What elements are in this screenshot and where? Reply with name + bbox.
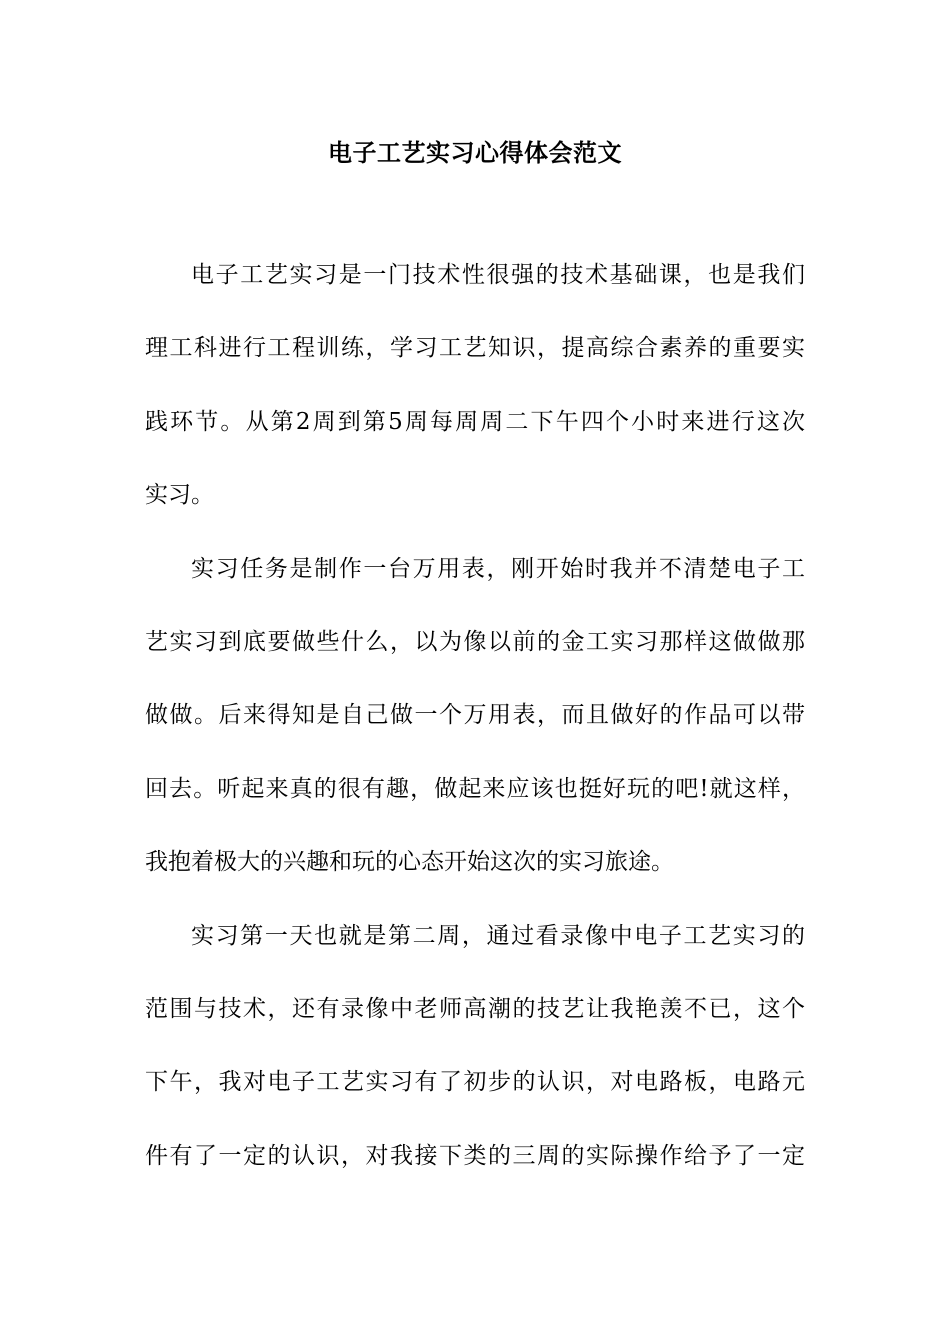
text-line: 范围与技术，还有录像中老师高潮的技艺让我艳羡不已，这个 [145,995,805,1022]
text-line: 践环节。从第2周到第5周每周周二下午四个小时来进行这次 [145,408,805,435]
text-line: 实习。 [145,482,214,509]
text-line: 件有了一定的认识，对我接下类的三周的实际操作给予了一定 [145,1142,805,1169]
document-body [145,255,805,1209]
text-line: 实习任务是制作一台万用表，刚开始时我并不清楚电子工 [191,555,805,582]
text-line: 做做。后来得知是自己做一个万用表，而且做好的作品可以带 [145,702,805,729]
text-line: 回去。听起来真的很有趣，做起来应该也挺好玩的吧!就这样， [145,775,805,802]
text-line: 艺实习到底要做些什么，以为像以前的金工实习那样这做做那 [145,628,805,655]
document-title: 电子工艺实习心得体会范文 [328,138,622,167]
text-line: 实习第一天也就是第二周，通过看录像中电子工艺实习的 [191,922,805,949]
text-line: 下午，我对电子工艺实习有了初步的认识，对电路板，电路元 [145,1069,805,1096]
text-line: 我抱着极大的兴趣和玩的心态开始这次的实习旅途。 [145,849,674,876]
text-line: 电子工艺实习是一门技术性很强的技术基础课，也是我们 [191,262,805,288]
text-line: 理工科进行工程训练，学习工艺知识，提高综合素养的重要实 [145,335,805,362]
